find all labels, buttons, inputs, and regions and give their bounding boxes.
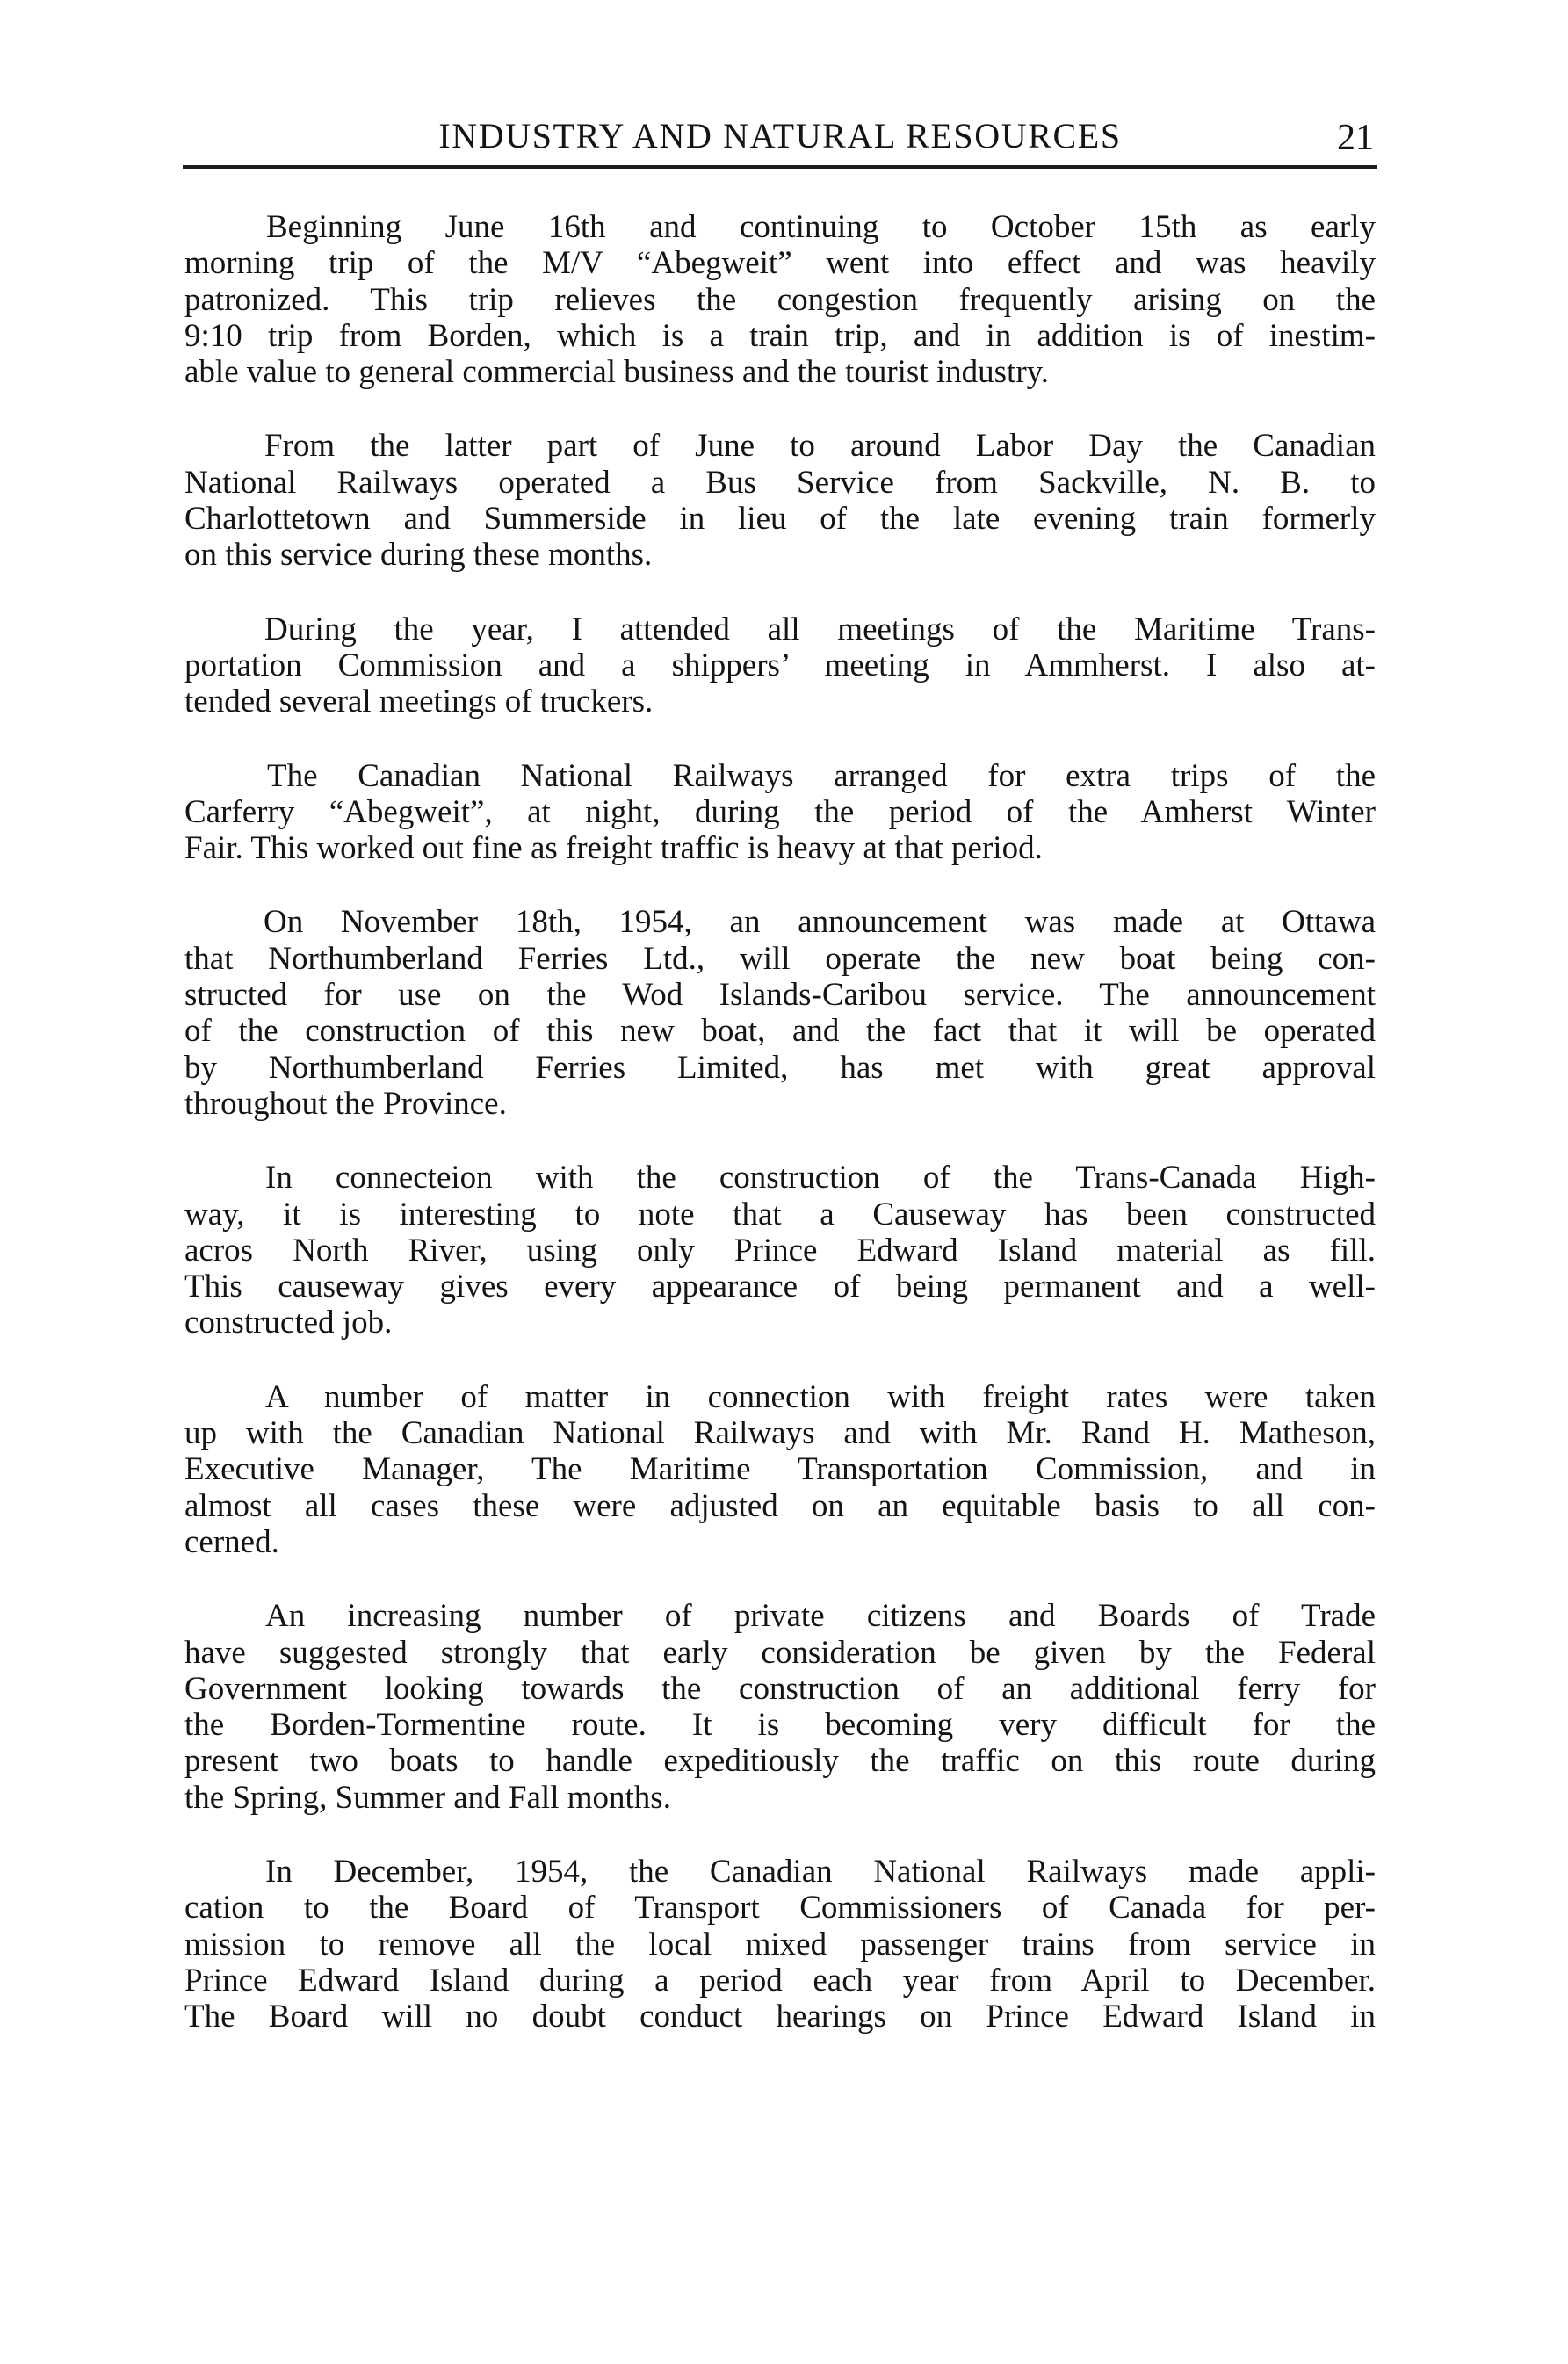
text-line: This causeway gives every appearance of being permanent and a well- (184, 1269, 1376, 1305)
text-line: that Northumberland Ferries Ltd., will operate the new boat being con- (184, 940, 1376, 977)
text-line: In connecteion with the construction of the Trans-Canada High- (265, 1160, 1376, 1196)
text-line: tended several meetings of truckers. (184, 683, 654, 720)
text-line: present two boats to handle expeditiously the traffic on this route during (184, 1743, 1376, 1780)
text-line: The Canadian National Railways arranged for extra trips of the (267, 757, 1376, 794)
page-number: 21 (1337, 118, 1374, 158)
text-line: morning trip of the M/V “Abegweit” went into effect and was heavily (184, 245, 1376, 282)
header-rule (183, 165, 1377, 169)
text-line: have suggested strongly that early consideration be given by the Federal (184, 1634, 1376, 1671)
paragraph (184, 1598, 1376, 1816)
text-line: patronized. This trip relieves the congestion frequently arising on the (184, 281, 1376, 318)
text-line: by Northumberland Ferries Limited, has met with great approval (184, 1049, 1376, 1086)
text-line: cerned. (184, 1523, 279, 1560)
text-line: Charlottetown and Summerside in lieu of the late evening train formerly (184, 501, 1376, 538)
text-line: almost all cases these were adjusted on an equitable basis to all con- (184, 1487, 1376, 1524)
paragraph (184, 428, 1376, 573)
text-line: Fair. This worked out fine as freight traffic is heavy at that period. (184, 830, 1043, 867)
text-line: On November 18th, 1954, an announcement was made at Ottawa (264, 904, 1376, 941)
text-line: constructed job. (184, 1305, 393, 1341)
text-line: cation to the Board of Transport Commissioners of Canada for per- (184, 1890, 1376, 1927)
running-head (183, 107, 1377, 169)
body-text (184, 209, 1376, 2072)
paragraph (184, 758, 1376, 867)
text-line: structed for use on the Wod Islands-Caribou service. The announcement (184, 977, 1376, 1014)
text-line: During the year, I attended all meetings of the Maritime Trans- (264, 611, 1376, 647)
text-line: up with the Canadian National Railways and with Mr. Rand H. Matheson, (184, 1415, 1376, 1452)
text-line: From the latter part of June to around Labor Day the Canadian (264, 428, 1376, 465)
text-line: of the construction of this new boat, and the fact that it will be operated (184, 1013, 1376, 1050)
text-line: Executive Manager, The Maritime Transportation Commission, and in (184, 1451, 1376, 1488)
text-line: A number of matter in connection with freight rates were taken (265, 1378, 1376, 1415)
paragraph (184, 1854, 1376, 2035)
text-line: In December, 1954, the Canadian National Railways made appli- (265, 1853, 1376, 1890)
text-line: able value to general commercial business and the tourist industry. (184, 354, 1049, 391)
text-line: way, it is interesting to note that a Causeway has been constructed (184, 1196, 1376, 1233)
text-line: Beginning June 16th and continuing to October 15th as early (266, 209, 1376, 245)
text-line: Prince Edward Island during a period each year from April to December. (184, 1962, 1376, 1999)
text-line: the Spring, Summer and Fall months. (184, 1779, 671, 1816)
paragraph (184, 1160, 1376, 1341)
paragraph (184, 904, 1376, 1122)
paragraph (184, 209, 1376, 390)
text-line: The Board will no doubt conduct hearings on Prince Edward Island in (184, 1999, 1376, 2035)
text-line: the Borden-Tormentine route. It is becoming very difficult for the (184, 1707, 1376, 1744)
text-line: Government looking towards the construction of an additional ferry for (184, 1670, 1376, 1707)
text-line: throughout the Province. (184, 1085, 507, 1122)
paragraph (184, 1379, 1376, 1560)
text-line: acros North River, using only Prince Edward Island material as fill. (184, 1232, 1376, 1269)
text-line: Carferry “Abegweit”, at night, during the period of the Amherst Winter (184, 793, 1376, 830)
text-line: portation Commission and a shippers’ meeting in Ammherst. I also at- (184, 647, 1376, 683)
paragraph (184, 611, 1376, 720)
text-line: National Railways operated a Bus Service from Sackville, N. B. to (184, 464, 1376, 501)
text-line: An increasing number of private citizens and Boards of Trade (265, 1598, 1376, 1635)
running-title: INDUSTRY AND NATURAL RESOURCES (438, 116, 1122, 155)
text-line: on this service during these months. (184, 537, 653, 574)
text-line: mission to remove all the local mixed passenger trains from service in (184, 1926, 1376, 1963)
text-line: 9:10 trip from Borden, which is a train trip, and in addition is of inestim- (184, 317, 1376, 354)
